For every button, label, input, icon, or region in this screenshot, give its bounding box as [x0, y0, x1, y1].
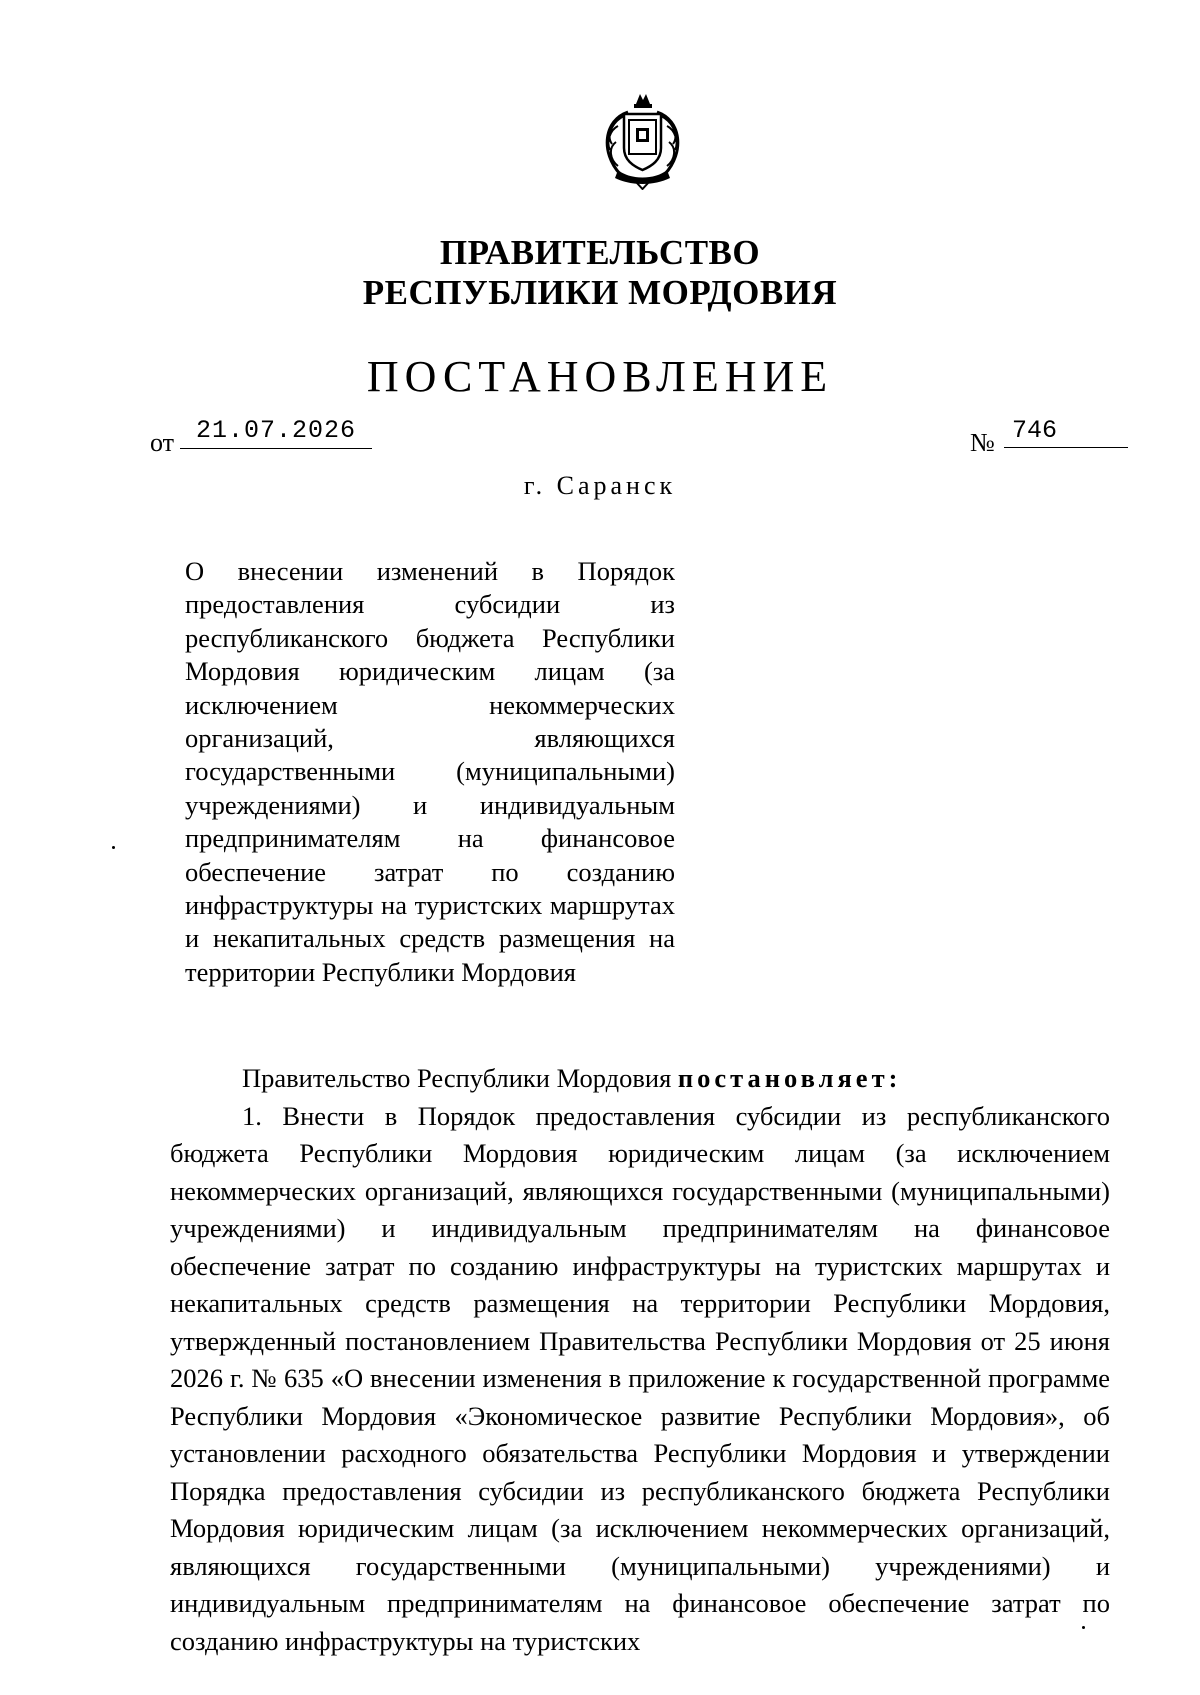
document-date: 21.07.2026 [180, 414, 372, 449]
preamble-paragraph [170, 1060, 1110, 1098]
coat-of-arms-icon [590, 90, 695, 190]
scan-speck [1082, 1626, 1085, 1629]
organization-title-line1: ПРАВИТЕЛЬСТВО [439, 233, 761, 272]
organization-title-line2: РЕСПУБЛИКИ МОРДОВИЯ [362, 273, 838, 312]
decree-word: постановляет: [677, 1063, 902, 1093]
scan-speck [112, 846, 115, 849]
document-number: 746 [1004, 414, 1128, 448]
preamble-text: Правительство Республики Мордовия [242, 1063, 672, 1093]
city-name: г. Саранск [523, 471, 677, 500]
date-label: от [150, 428, 175, 457]
coat-of-arms-emblem [590, 90, 695, 190]
document-subject: О внесении изменений в Порядок предоставления субсидии из республиканского бюджета Республики Мордовия юридическим лицам (за исключением некоммерческих организаций, являющихся государственными (муниципальными) учреждениями) и индивидуальным предпринимателям на финансовое обеспечение затрат по созданию инфраструктуры на туристских маршрутах и некапитальных средств размещения на территории Республики Мордовия [185, 556, 675, 987]
document-type-title: ПОСТАНОВЛЕНИЕ [366, 352, 834, 401]
number-label: № [970, 428, 995, 457]
item-1-paragraph: 1. Внести в Порядок предоставления субсидии из республиканского бюджета Республики Мордовия юридическим лицам (за исключением некоммерческих организаций, являющихся государственными (муниципальными) учреждениями) и индивидуальным предпринимателям на финансовое обеспечение затрат по созданию инфраструктуры на туристских маршрутах и некапитальных средств размещения на территории Республики Мордовия, утвержденный постановлением Правительства Республики Мордовия от 25 июня 2026 г. № 635 «О внесении изменения в приложение к государственной программе Республики Мордовия «Экономическое развитие Республики Мордовия», об установлении расходного обязательства Республики Мордовия и утверждении Порядка предоставления субсидии из республиканского бюджета Республики Мордовия юридическим лицам (за исключением некоммерческих организаций, являющихся государственными (муниципальными) учреждениями) и индивидуальным предпринимателям на финансовое обеспечение затрат по созданию инфраструктуры на туристских [170, 1100, 1110, 1656]
document-body [170, 1060, 1110, 1660]
